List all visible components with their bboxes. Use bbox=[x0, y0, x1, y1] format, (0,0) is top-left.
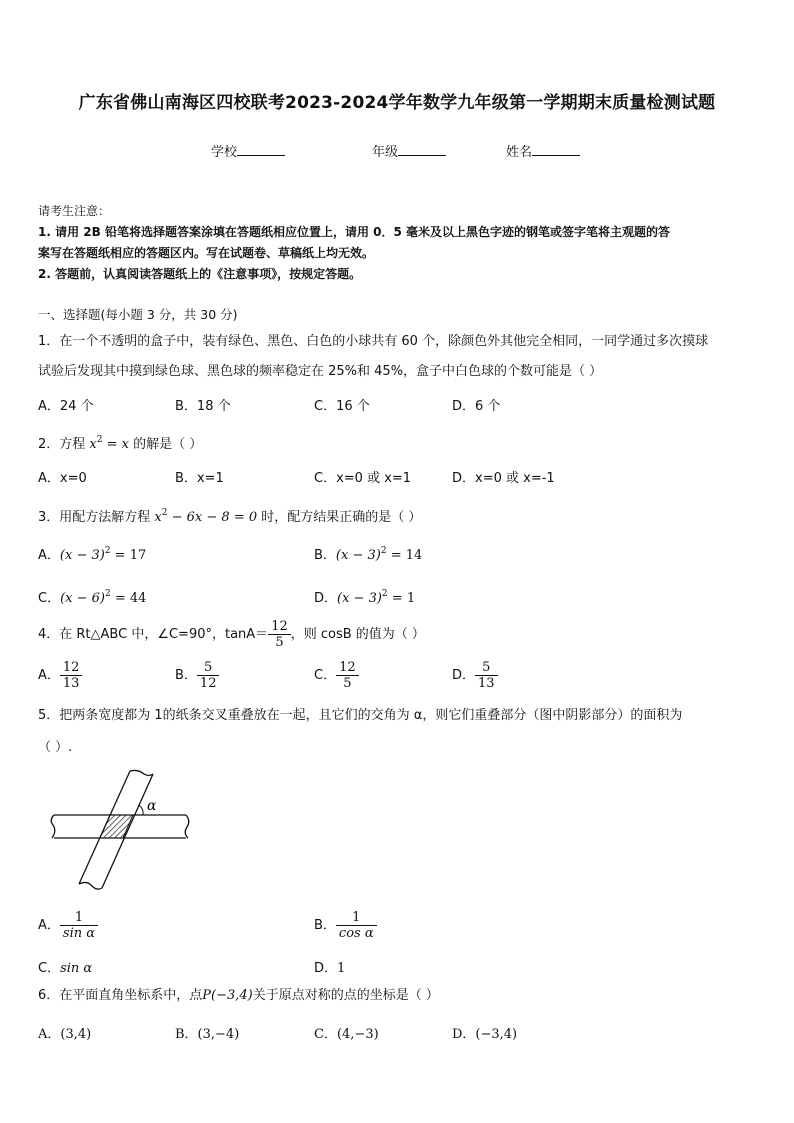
q6-point: P(−3,4) bbox=[202, 988, 253, 1003]
q5-option-d bbox=[314, 957, 345, 976]
q4-frac-den: 5 bbox=[268, 634, 291, 650]
name-field bbox=[506, 141, 580, 160]
school-field bbox=[211, 141, 285, 160]
name-blank bbox=[532, 143, 580, 156]
q3-a-exp: 2 bbox=[104, 546, 111, 556]
q5-option-b bbox=[314, 910, 377, 941]
q2-stem bbox=[38, 430, 758, 455]
q2-option-d: D．x=0 或 x=-1 bbox=[452, 471, 555, 486]
q4-a-frac bbox=[60, 660, 83, 691]
q1-option-d: D．6 个 bbox=[452, 399, 501, 414]
q6-option-b: B．(3,−4) bbox=[175, 1027, 240, 1042]
q2-prefix: 2．方程 bbox=[38, 437, 86, 452]
q4-option-d bbox=[452, 660, 498, 691]
q3-a-rhs: = 17 bbox=[110, 548, 147, 563]
q3-prefix: 3．用配方法解方程 bbox=[38, 510, 151, 525]
q3-c-base: (x − 6) bbox=[60, 591, 105, 606]
q3-option-d bbox=[314, 587, 415, 606]
angle-arc bbox=[139, 805, 143, 815]
q6-option-d: D．(−3,4) bbox=[452, 1027, 518, 1042]
q4-fraction bbox=[268, 619, 291, 650]
q4-stem bbox=[38, 619, 758, 650]
q3-a-base: (x − 3) bbox=[59, 548, 105, 563]
name-label: 姓名 bbox=[506, 145, 533, 160]
q3-option-c bbox=[38, 587, 146, 606]
school-blank bbox=[237, 143, 285, 156]
grade-blank bbox=[398, 143, 446, 156]
q3-eq-rest: − 6x − 8 = 0 bbox=[167, 510, 258, 525]
q5-option-a bbox=[38, 910, 98, 941]
q3-c-label: C． bbox=[38, 591, 61, 606]
angle-alpha-label: α bbox=[147, 798, 157, 814]
q5-b-num: 1 bbox=[352, 910, 361, 925]
q4-b-label: B． bbox=[175, 668, 197, 683]
q4-a-num: 12 bbox=[62, 660, 80, 675]
q6-option-a: A．(3,4) bbox=[38, 1027, 92, 1042]
q2-eq-x: x bbox=[89, 437, 97, 452]
notice-item1-line1: 1. 请用 2B 铅笔将选择题答案涂填在答题纸相应位置上，请用 0．5 毫米及以上黑色字迹的钢笔或签字笔将主观题的答 bbox=[38, 225, 670, 239]
q1-option-b: B．18 个 bbox=[175, 399, 231, 414]
q6-option-c: C．(4,−3) bbox=[314, 1027, 379, 1042]
q5-line2: （ ）. bbox=[38, 740, 73, 755]
q5-line1: 5．把两条宽度都为 1的纸条交叉重叠放在一起，且它们的交角为 α，则它们重叠部分（图中阴影部分）的面积为 bbox=[38, 708, 683, 723]
q4-c-frac bbox=[336, 660, 359, 691]
q5-a-num: 1 bbox=[74, 910, 84, 925]
q4-frac-num: 12 bbox=[271, 619, 288, 634]
q3-option-b bbox=[314, 544, 422, 563]
q6-prefix: 6．在平面直角坐标系中，点 bbox=[38, 988, 203, 1003]
q2-option-c: C．x=0 或 x=1 bbox=[314, 471, 412, 486]
q3-eq-x: x bbox=[154, 510, 162, 525]
q5-d-label: D． bbox=[314, 961, 338, 976]
q4-suffix: ，则 cosB 的值为（ ） bbox=[290, 627, 425, 642]
q5-b-den: cos α bbox=[336, 925, 377, 941]
q1-option-a: A．24 个 bbox=[38, 399, 94, 414]
q5-c-label: C． bbox=[38, 961, 61, 976]
q6-suffix: 关于原点对称的点的坐标是（ ） bbox=[252, 988, 439, 1003]
q4-c-label: C． bbox=[314, 668, 337, 683]
overlap-region bbox=[100, 815, 133, 838]
q4-option-c bbox=[314, 660, 359, 691]
q5-d-text: 1 bbox=[337, 961, 346, 976]
q2-suffix: 的解是（ ） bbox=[133, 437, 203, 452]
q5-b-label: B． bbox=[314, 918, 336, 933]
exam-title: 广东省佛山南海区四校联考2023-2024学年数学九年级第一学期期末质量检测试题 bbox=[78, 93, 716, 113]
q4-b-frac bbox=[197, 660, 220, 691]
q3-stem bbox=[38, 503, 758, 528]
q3-suffix: 时，配方结果正确的是（ ） bbox=[261, 510, 422, 525]
q5-c-text: sin α bbox=[60, 961, 93, 976]
q3-b-rhs: = 14 bbox=[386, 548, 423, 563]
grade-field bbox=[372, 141, 446, 160]
q4-a-den: 13 bbox=[60, 675, 83, 691]
q4-c-den: 5 bbox=[336, 675, 359, 691]
q4-option-b bbox=[175, 660, 219, 691]
q3-b-label: B． bbox=[314, 548, 336, 563]
notice-item1-line2: 案写在答题纸相应的答题区内。写在试题卷、草稿纸上均无效。 bbox=[38, 246, 375, 260]
notice-item2: 2. 答题前，认真阅读答题纸上的《注意事项》，按规定答题。 bbox=[38, 267, 362, 281]
q4-d-den: 13 bbox=[475, 675, 498, 691]
q5-a-frac bbox=[60, 910, 98, 941]
grade-label: 年级 bbox=[372, 145, 399, 160]
q3-a-label: A． bbox=[38, 548, 60, 563]
q1-line2: 试验后发现其中摸到绿色球、黑色球的频率稳定在 25%和 45%，盒子中白色球的个数可能是（ ） bbox=[38, 364, 603, 379]
q4-a-label: A． bbox=[38, 668, 60, 683]
q4-c-num: 12 bbox=[339, 660, 356, 675]
q2-eq-exp: 2 bbox=[96, 435, 103, 445]
q3-b-base: (x − 3) bbox=[335, 548, 381, 563]
q6-stem bbox=[38, 986, 758, 1006]
q4-d-frac bbox=[475, 660, 498, 691]
school-label: 学校 bbox=[211, 145, 238, 160]
q2-eq-rest: = x bbox=[102, 437, 129, 452]
crossed-strips-figure bbox=[40, 765, 200, 895]
q4-b-num: 5 bbox=[204, 660, 213, 675]
q3-c-rhs: = 44 bbox=[110, 591, 147, 606]
q2-option-a: A．x=0 bbox=[38, 471, 87, 486]
q5-a-den: sin α bbox=[60, 925, 98, 941]
q3-d-exp: 2 bbox=[381, 589, 388, 599]
q3-c-exp: 2 bbox=[104, 589, 111, 599]
q4-prefix: 4．在 Rt△ABC 中，∠C=90°，tanA＝ bbox=[38, 627, 269, 642]
q4-option-a bbox=[38, 660, 82, 691]
q1-line1: 1．在一个不透明的盒子中，装有绿色、黑色、白色的小球共有 60 个，除颜色外其他完全相同，一同学通过多次摸球 bbox=[38, 334, 709, 349]
q5-a-label: A． bbox=[38, 918, 60, 933]
q3-b-exp: 2 bbox=[380, 546, 387, 556]
q2-option-b: B．x=1 bbox=[175, 471, 224, 486]
q4-b-den: 12 bbox=[197, 675, 220, 691]
notice-heading: 请考生注意： bbox=[38, 204, 111, 218]
section-heading: 一、选择题(每小题 3 分，共 30 分) bbox=[38, 307, 238, 322]
q3-option-a bbox=[38, 544, 146, 563]
q5-b-frac bbox=[336, 910, 377, 941]
q3-d-base: (x − 3) bbox=[337, 591, 382, 606]
q4-d-label: D． bbox=[452, 668, 476, 683]
q3-d-label: D． bbox=[314, 591, 338, 606]
q3-d-rhs: = 1 bbox=[387, 591, 416, 606]
q3-eq-exp: 2 bbox=[161, 508, 168, 518]
q4-d-num: 5 bbox=[482, 660, 491, 675]
q1-option-c: C．16 个 bbox=[314, 399, 370, 414]
q5-option-c bbox=[38, 957, 92, 976]
